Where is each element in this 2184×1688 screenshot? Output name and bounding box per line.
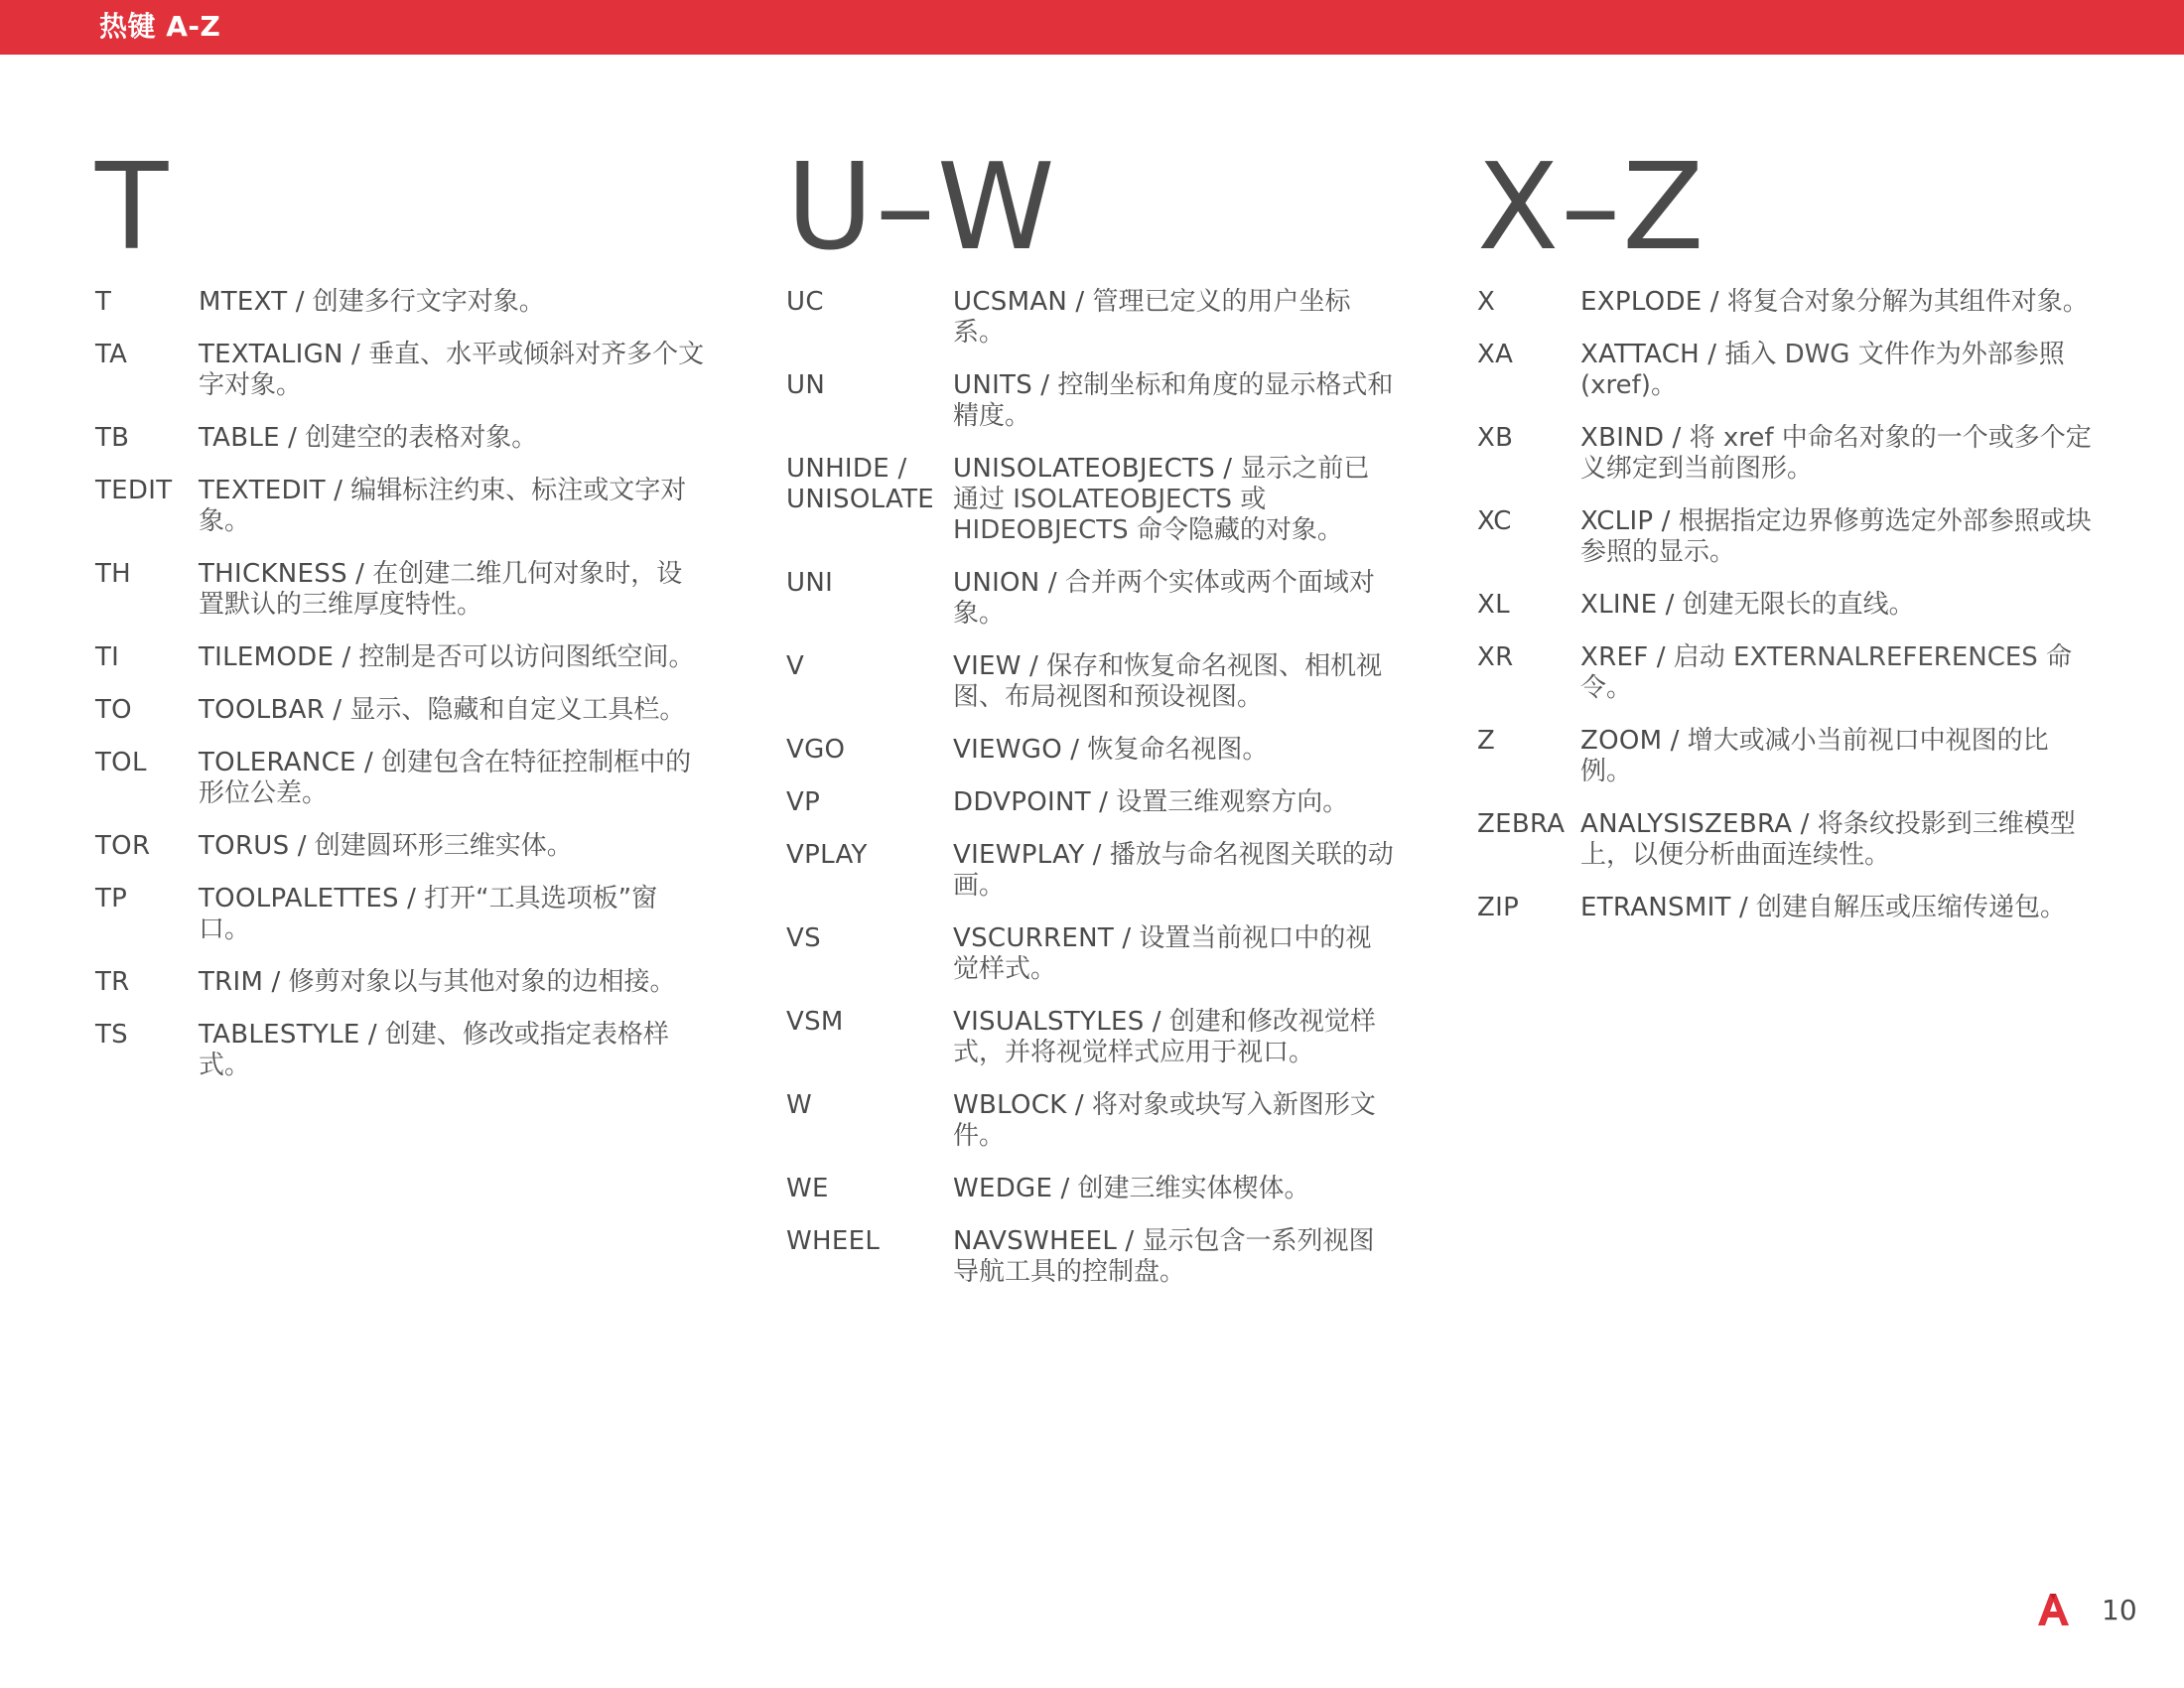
separator: / [1700, 340, 1725, 369]
shortcut-key: VSM [786, 1007, 844, 1037]
command-name: TILEMODE [199, 642, 335, 672]
command-name: ZOOM [1580, 726, 1663, 756]
separator: / [1062, 735, 1088, 765]
shortcut-description [1580, 893, 2093, 923]
shortcut-description [1580, 726, 2093, 787]
shortcut-key: XA [1477, 340, 1514, 369]
shortcut-description [1580, 506, 2093, 568]
shortcut-entry [95, 287, 711, 318]
command-name: XBIND [1580, 423, 1665, 453]
separator: / [1084, 840, 1110, 870]
shortcut-entry [95, 642, 711, 673]
command-text: 将 xref 中命名对象的一个或多个定义绑定到当前图形。 [1580, 423, 2092, 484]
separator: / [1067, 287, 1093, 317]
separator: / [398, 884, 425, 914]
separator: / [355, 748, 382, 777]
shortcut-key: TH [95, 559, 132, 589]
shortcut-description [199, 287, 705, 318]
command-name: TOOLPALETTES [199, 884, 399, 914]
command-name: UNITS [953, 370, 1033, 400]
shortcut-entry [1477, 340, 2093, 401]
separator: / [1730, 893, 1757, 922]
section-heading: T [95, 139, 171, 277]
shortcut-key: TR [95, 967, 130, 997]
shortcut-key: WE [786, 1174, 829, 1203]
shortcut-key: UNHIDE / UNISOLATE [786, 454, 934, 514]
shortcut-description [199, 831, 705, 862]
command-text: 创建无限长的直线。 [1682, 590, 1915, 620]
separator: / [1144, 1007, 1169, 1037]
command-text: 创建多行文字对象。 [312, 287, 545, 317]
shortcut-entry [786, 735, 1412, 766]
command-text: 修剪对象以与其他对象的边相接。 [288, 967, 676, 997]
shortcut-key: XR [1477, 642, 1514, 672]
shortcut-entry [786, 287, 1412, 349]
separator: / [346, 559, 373, 589]
command-name: WEDGE [953, 1174, 1053, 1203]
shortcut-entry [95, 884, 711, 945]
separator: / [1648, 642, 1674, 672]
command-name: THICKNESS [199, 559, 347, 589]
command-name: MTEXT [199, 287, 288, 317]
command-name: NAVSWHEEL [953, 1226, 1118, 1256]
header-title: 热键 A-Z [99, 10, 221, 43]
shortcut-description [953, 651, 1395, 713]
shortcut-key: VPLAY [786, 840, 868, 870]
separator: / [359, 1020, 385, 1050]
separator: / [289, 831, 315, 861]
shortcut-entry [786, 1090, 1412, 1152]
separator: / [1664, 423, 1690, 453]
command-text: 管理已定义的用户坐标系。 [953, 287, 1351, 348]
command-name: TOLERANCE [199, 748, 356, 777]
command-name: WBLOCK [953, 1090, 1067, 1120]
shortcut-description [199, 476, 705, 537]
command-name: EXPLODE [1580, 287, 1703, 317]
shortcut-key: XL [1477, 590, 1510, 620]
command-name: XREF [1580, 642, 1649, 672]
shortcut-key: ZEBRA [1477, 809, 1566, 839]
shortcut-description [1580, 423, 2093, 485]
command-text: 显示之前已通过 ISOLATEOBJECTS 或 HIDEOBJECTS 命令隐藏的对象。 [953, 454, 1370, 545]
command-name: XCLIP [1580, 506, 1654, 536]
shortcut-key: X [1477, 287, 1496, 317]
command-name: VSCURRENT [953, 923, 1115, 953]
separator: / [1792, 809, 1818, 839]
shortcut-key: WHEEL [786, 1226, 881, 1256]
separator: / [1114, 923, 1140, 953]
command-text: 创建三维实体楔体。 [1077, 1174, 1310, 1203]
separator: / [325, 695, 350, 725]
separator: / [1662, 726, 1688, 756]
command-text: 显示包含一系列视图导航工具的控制盘。 [953, 1226, 1375, 1287]
shortcut-entry [1477, 590, 2093, 621]
separator: / [287, 287, 313, 317]
command-text: 创建包含在特征控制框中的形位公差。 [199, 748, 692, 808]
separator: / [1032, 370, 1058, 400]
command-name: DDVPOINT [953, 787, 1091, 817]
shortcut-entry [95, 831, 711, 862]
command-text: 打开“工具选项板”窗口。 [199, 884, 658, 944]
separator: / [1653, 506, 1679, 536]
command-text: 设置三维观察方向。 [1116, 787, 1349, 817]
shortcut-entry [1477, 809, 2093, 871]
shortcut-entry [786, 1007, 1412, 1068]
command-name: TABLESTYLE [199, 1020, 360, 1050]
shortcut-description [1580, 287, 2093, 318]
shortcut-entry [95, 1020, 711, 1081]
shortcut-description [953, 923, 1395, 985]
command-text: 创建空的表格对象。 [305, 423, 538, 453]
shortcut-key: UC [786, 287, 824, 317]
shortcut-description [953, 370, 1395, 432]
column-u-w [786, 139, 1412, 1310]
shortcut-entry [786, 923, 1412, 985]
shortcut-description [199, 748, 705, 809]
shortcut-description [953, 287, 1395, 349]
shortcut-key: TOL [95, 748, 147, 777]
shortcut-entry [95, 423, 711, 454]
shortcut-entry [786, 651, 1412, 713]
shortcut-entry [1477, 506, 2093, 568]
command-text: 创建和修改视觉样式，并将视觉样式应用于视口。 [953, 1007, 1376, 1067]
command-text: 增大或减小当前视口中视图的比例。 [1580, 726, 2049, 786]
command-name: UNION [953, 568, 1040, 598]
separator: / [1066, 1090, 1092, 1120]
shortcut-entry [95, 748, 711, 809]
column-x-z [1477, 139, 2093, 945]
command-name: TABLE [199, 423, 280, 453]
autocad-logo-icon [2035, 1592, 2071, 1627]
section-heading: X–Z [1477, 139, 1706, 277]
shortcut-description [1580, 590, 2093, 621]
command-name: TRIM [199, 967, 264, 997]
shortcut-description [1580, 340, 2093, 401]
shortcut-description [199, 967, 705, 998]
shortcut-entry [1477, 893, 2093, 923]
shortcut-key: VP [786, 787, 821, 817]
shortcut-description [953, 568, 1395, 630]
shortcut-key: VS [786, 923, 821, 953]
separator: / [1090, 787, 1117, 817]
command-text: 控制坐标和角度的显示格式和精度。 [953, 370, 1394, 431]
command-name: TEXTEDIT [199, 476, 326, 505]
command-name: TOOLBAR [199, 695, 326, 725]
command-text: 将对象或块写入新图形文件。 [953, 1090, 1376, 1151]
command-name: VIEWPLAY [953, 840, 1085, 870]
command-text: 垂直、水平或倾斜对齐多个文字对象。 [199, 340, 705, 400]
shortcut-description [199, 559, 705, 621]
separator: / [1657, 590, 1683, 620]
command-text: 播放与命名视图关联的动画。 [953, 840, 1394, 901]
command-text: 根据指定边界修剪选定外部参照或块参照的显示。 [1580, 506, 2092, 567]
shortcut-key: ZIP [1477, 893, 1520, 922]
separator: / [1052, 1174, 1078, 1203]
shortcut-entry [786, 454, 1412, 546]
command-text: 恢复命名视图。 [1087, 735, 1269, 765]
shortcut-entry [1477, 287, 2093, 318]
command-text: 显示、隐藏和自定义工具栏。 [349, 695, 686, 725]
command-name: UNISOLATEOBJECTS [953, 454, 1216, 484]
shortcut-entry [1477, 423, 2093, 485]
shortcut-description [953, 1174, 1395, 1204]
shortcut-key: XC [1477, 506, 1512, 536]
shortcut-description [953, 840, 1395, 902]
shortcut-entry [786, 370, 1412, 432]
command-text: 编辑标注约束、标注或文字对象。 [199, 476, 687, 536]
command-text: 设置当前视口中的视觉样式。 [953, 923, 1372, 984]
shortcut-entry [786, 1226, 1412, 1288]
command-text: 在创建二维几何对象时，设置默认的三维厚度特性。 [199, 559, 683, 620]
separator: / [1021, 651, 1047, 681]
command-text: 启动 EXTERNALREFERENCES 命令。 [1580, 642, 2073, 703]
shortcut-key: TB [95, 423, 130, 453]
shortcut-key: UNI [786, 568, 834, 598]
shortcut-description [953, 1226, 1395, 1288]
shortcut-key: T [95, 287, 112, 317]
page-number: 10 [2102, 1594, 2137, 1626]
command-name: ANALYSISZEBRA [1580, 809, 1793, 839]
shortcut-entry [1477, 726, 2093, 787]
command-name: VIEWGO [953, 735, 1063, 765]
shortcut-entry [786, 568, 1412, 630]
command-name: VIEW [953, 651, 1022, 681]
command-text: 将复合对象分解为其组件对象。 [1726, 287, 2089, 317]
shortcut-key: XB [1477, 423, 1514, 453]
separator: / [279, 423, 306, 453]
command-text: 创建、修改或指定表格样式。 [199, 1020, 669, 1080]
shortcut-description [953, 735, 1395, 766]
separator: / [342, 340, 369, 369]
shortcut-entry [95, 695, 711, 726]
shortcut-entry [1477, 642, 2093, 704]
separator: / [1039, 568, 1065, 598]
command-name: XLINE [1580, 590, 1658, 620]
shortcut-description [199, 642, 705, 673]
command-text: 创建自解压或压缩传递包。 [1756, 893, 2067, 922]
shortcut-description [199, 1020, 705, 1081]
separator: / [1702, 287, 1727, 317]
shortcut-key: Z [1477, 726, 1496, 756]
shortcut-description [199, 695, 705, 726]
shortcut-entry [786, 840, 1412, 902]
command-text: 控制是否可以访问图纸空间。 [358, 642, 695, 672]
command-name: UCSMAN [953, 287, 1068, 317]
shortcut-key: W [786, 1090, 813, 1120]
command-name: XATTACH [1580, 340, 1701, 369]
shortcut-description [1580, 642, 2093, 704]
shortcut-entry [786, 1174, 1412, 1204]
shortcut-key: UN [786, 370, 826, 400]
shortcut-entry [95, 559, 711, 621]
command-name: TORUS [199, 831, 290, 861]
shortcut-key: V [786, 651, 805, 681]
command-text: 将条纹投影到三维模型上，以便分析曲面连续性。 [1580, 809, 2076, 870]
shortcut-entry [95, 967, 711, 998]
shortcut-entry [786, 787, 1412, 818]
column-t [95, 139, 711, 1103]
command-name: TEXTALIGN [199, 340, 343, 369]
shortcut-description [953, 787, 1395, 818]
command-text: 保存和恢复命名视图、相机视图、布局视图和预设视图。 [953, 651, 1383, 712]
shortcut-description [953, 1090, 1395, 1152]
shortcut-key: TS [95, 1020, 128, 1050]
separator: / [263, 967, 289, 997]
section-heading: U–W [786, 139, 1057, 277]
shortcut-key: TI [95, 642, 120, 672]
shortcut-entry [95, 340, 711, 401]
shortcut-description [199, 884, 705, 945]
command-name: VISUALSTYLES [953, 1007, 1145, 1037]
separator: / [334, 642, 359, 672]
command-name: ETRANSMIT [1580, 893, 1731, 922]
shortcut-description [199, 340, 705, 401]
shortcut-key: TOR [95, 831, 151, 861]
shortcut-entry [95, 476, 711, 537]
shortcut-description [953, 1007, 1395, 1068]
command-text: 插入 DWG 文件作为外部参照 (xref)。 [1580, 340, 2065, 400]
command-text: 创建圆环形三维实体。 [314, 831, 573, 861]
separator: / [1117, 1226, 1143, 1256]
shortcut-key: VGO [786, 735, 846, 765]
shortcut-key: TP [95, 884, 128, 914]
shortcut-description [199, 423, 705, 454]
header-bar [0, 0, 2184, 55]
shortcut-key: TO [95, 695, 132, 725]
shortcut-key: TEDIT [95, 476, 173, 505]
command-text: 合并两个实体或两个面域对象。 [953, 568, 1375, 629]
shortcut-description [953, 454, 1395, 546]
separator: / [325, 476, 351, 505]
shortcut-key: TA [95, 340, 128, 369]
separator: / [1215, 454, 1241, 484]
shortcut-description [1580, 809, 2093, 871]
